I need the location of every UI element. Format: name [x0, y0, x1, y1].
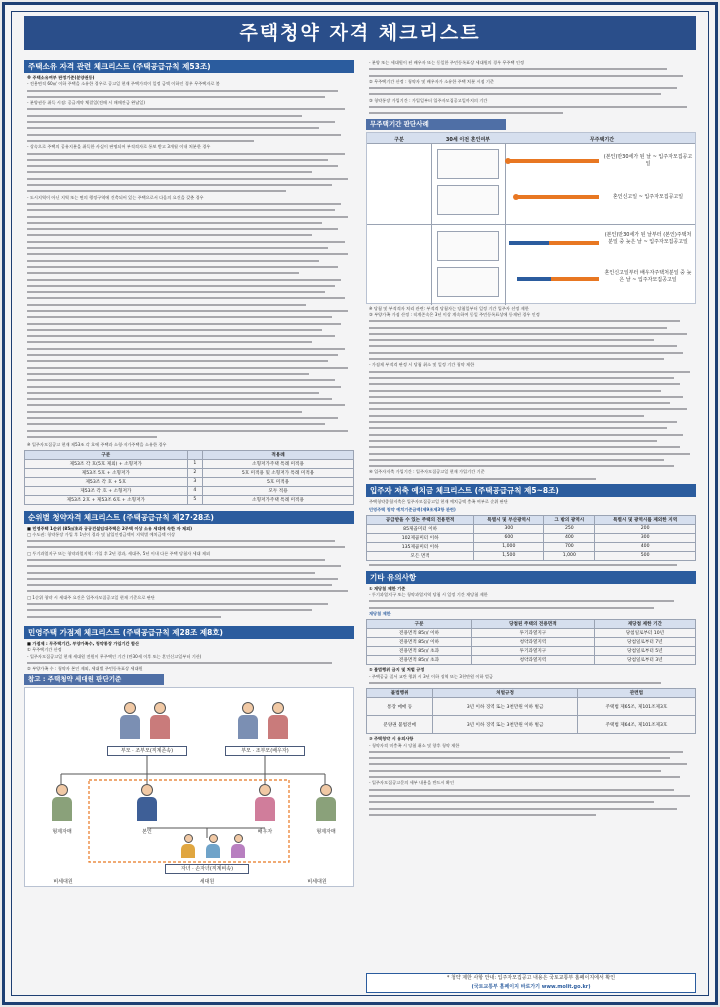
table-header: 특별시 및 광역시를 제외한 지역: [595, 515, 696, 524]
right-top-body: - 분양 또는 세대원이 된 배우자 또는 동일한 주민등록표상 세대원의 경우 무주택 인정 ② 무주택기간 산정 : 청약자 및 배우자가 소유한 주택 처분 시점 기준 ③ 청약통장 가입기간 : 가입일부터 입주자모집공고일까지의 기간: [366, 60, 696, 119]
label-spouse: 배우자: [257, 829, 273, 836]
section-points-header: 민영주택 가점제 체크리스트 (주택공급규칙 제28조 제8호): [24, 626, 354, 639]
footer-link[interactable]: (국토교통부 홈페이지 바로가기 www.molit.go.kr): [471, 984, 591, 990]
period-note: 혼인신고일 ~ 입주자모집공고일: [612, 193, 684, 200]
deposit-intro: 주택청약종합저축은 입주자모집공고일 현재 예치금액 충족 여부로 순위 판단: [369, 498, 508, 504]
table-header: 당첨된 주택의 전용면적: [472, 620, 595, 629]
footer-member: 세대원: [199, 879, 215, 886]
ownership-bullet: - 상속으로 주택의 공유지분을 취득한 사실이 판명되어 부적격자로 통보 받고 3개월 이내 처분한 경우: [27, 144, 211, 150]
ownership-case-table: [24, 450, 354, 505]
table-header: 구분: [25, 450, 188, 459]
col-header: 무주택기간: [589, 136, 615, 143]
spouse-figure: [252, 784, 278, 824]
footer-non-member: 비세대원: [53, 879, 73, 886]
table-row: 제53조 각 호(5호 제외) + 소형저가 1 소형저가주택 특례 미적용: [25, 459, 354, 468]
section-points-body: ■ 가점제 : 무주택기간, 부양가족수, 청약통장 가입기간 합산 ① 무주택기간 산정 - 입주자모집공고일 현재 세대원 전원이 무주택인 기간 (만30세 이후 또는 혼인신고일부터 기산) ② 부양가족 수 : 청약자 본인 제외, 세대별 주민등록표상 세대원: [24, 639, 354, 674]
deposit-caption: 민영주택 청약 예치기준금액(제9조제3항 관련): [369, 507, 456, 513]
section-rank-body: ■ 민영주택 1순위 (85㎡초과 공공건설임대주택은 2주택 이상 소유 세대에 속한 자 제외) □ 수도권: 청약통장 가입 후 1년이 경과 및 납입인정금액이 지역별 예치금액 이상 □ 투기과열지구 또는 청약과열지역: 가입 후 2년 경과, 세대주, 5년 이내 다른 주택 당첨자 세대 제외 □ 1순위 청약 시 세대주 요건은 입주자모집공고일 현재 기준으로 판단: [24, 524, 354, 622]
table-row: 제53조 2호 + 제53조 6호 + 소형저가 5 소형저가주택 특례 미적용: [25, 495, 354, 504]
table-row: 제53조 5호 + 소형저가 2 5호 미적용 및 소형저가 특례 미적용: [25, 468, 354, 477]
table-header: 적용례: [203, 450, 354, 459]
period-note: 혼인신고일부터 배우자주택처분일 중 늦은 날 ~ 입주자모집공고일: [604, 269, 692, 283]
table-row: 제53조 각 호 + 소형저가 4 모두 적용: [25, 486, 354, 495]
table-header: 불법행위: [367, 689, 433, 698]
period-note: (본인)만30세가 된 날부터 (본인)주택처분일 중 늦은 날 ~ 입주자모집공고일: [604, 231, 692, 245]
page-title: 주택청약 자격 체크리스트: [24, 16, 696, 50]
section-ownership-body: [24, 73, 354, 442]
other-body-2: ② 불법행위 금지 및 처벌 규정 - 주택공급 질서 교란 행위 시 3년 이하 징역 또는 3천만원 이하 벌금: [366, 665, 696, 688]
sibling-figure: [49, 784, 75, 824]
footer-line: * 청약 제한 사항 안내: 입주자모집공고 내용은 국토교통부 홈페이지에서 확인: [446, 975, 616, 981]
section-ownership-header: 주택소유 자격 관련 체크리스트 (주택공급규칙 제53조): [24, 60, 354, 73]
table-row: 통장 매매 등 3년 이하 징역 또는 3천만원 이하 벌금 주택법 제65조, 제101조제3호: [367, 698, 696, 716]
table-row: 모든 면적 1,500 1,000 500: [367, 551, 696, 560]
footer-non-member: 비세대원: [307, 879, 327, 886]
period-note: (본인)만30세가 된 날 ~ 입주자모집공고일: [603, 153, 693, 167]
table-row: 전용면적 85㎡ 이하 청약과열지역 당첨일로부터 7년: [367, 638, 696, 647]
table-header: 그 밖의 광역시: [544, 515, 595, 524]
label-sibling: 형제자매: [52, 829, 72, 836]
col-header: 30세 이전 혼인여부: [445, 136, 491, 143]
table-row: 102제곱미터 이하 600 400 300: [367, 533, 696, 542]
footer-notice: [366, 973, 696, 993]
penalty-table: [366, 688, 696, 734]
label-self: 본인: [142, 829, 152, 836]
table-header: 처벌규정: [433, 689, 577, 698]
table-header: 특별시 및 부산광역시: [474, 515, 544, 524]
label-parents: 부모 · 조부모(직계존속): [107, 746, 187, 756]
table-row: 전용면적 85㎡ 이하 투기과열지구 당첨일로부터 10년: [367, 629, 696, 638]
label-children: 자녀 · 손자녀(직계비속): [165, 864, 249, 874]
table-header: 재당첨 제한 기간: [594, 620, 695, 629]
period-bar: [517, 195, 599, 199]
table-header: 구분: [367, 620, 472, 629]
deposit-table: [366, 515, 696, 561]
period-bar: [549, 241, 599, 245]
timeline-subhead: 무주택기간 판단사례: [366, 119, 506, 130]
label-sibling-2: 형제자매: [316, 829, 336, 836]
household-diagram: [24, 687, 354, 887]
child-figure: [175, 834, 201, 862]
table-header: 공급받을 수 있는 주택의 전용면적: [367, 515, 474, 524]
spouse-sibling-figure: [313, 784, 339, 824]
table-row: 전용면적 85㎡ 초과 청약과열지역 당첨일로부터 3년: [367, 656, 696, 665]
section-other-header: 기타 유의사항: [366, 571, 696, 584]
table-row: 전용면적 85㎡ 초과 투기과열지구 당첨일로부터 5년: [367, 647, 696, 656]
no-home-period-table: [366, 132, 696, 304]
rewin-limit-table: [366, 619, 696, 665]
col-header: 구분: [394, 136, 404, 143]
section-rank-header: 순위별 청약자격 체크리스트 (주택공급규칙 제27·28조): [24, 511, 354, 524]
table-row: 제53조 각 호 + 5호 3 5호 미적용: [25, 477, 354, 486]
table-row: 85제곱미터 이하 300 250 200: [367, 524, 696, 533]
table-header: [187, 450, 202, 459]
label-spouse-parents: 부모 · 조부모(배우자): [225, 746, 305, 756]
period-bar: [509, 159, 599, 163]
self-figure: [134, 784, 160, 824]
right-mid-body: ※ 당첨 및 부적격자 처리 관련: 부적격 당첨자는 당첨일부터 일정 기간 입주자 선정 제한 ③ 부양가족 가점 산정 : 직계존속은 3년 이상 계속하여 동일 주민등록표상에 등재된 경우 인정 - 가점제 부적격 판정 시 당첨 취소 및 일정 기간 청약 제한 ④ 입주자저축 가입기간 : 입주자모집공고일 현재 가입기간 기준: [366, 304, 696, 484]
table1-caption: ※ 입주자모집공고 현재 제53조 각 호에 주택과 소형·저가주택을 소유한 경우: [27, 442, 167, 448]
other-body-3: ③ 주택청약 시 유의사항 - 청약자격 미충족 시 당첨 취소 및 향후 청약 제한 - 입주자모집공고문의 세부 내용을 반드시 확인: [366, 734, 696, 820]
period-bar: [551, 277, 599, 281]
ownership-bullet: - 도시지역이 아닌 지역 또는 면의 행정구역에 건축되어 있는 주택으로서 다음의 요건을 갖춘 경우: [27, 194, 204, 200]
ownership-bullet: - 분양권등 취득 시점: 공급계약 체결일(전매 시 매매잔금 완납일): [27, 100, 145, 106]
ownership-bullet: - 전용면적 60㎡ 이하 주택을 소유한 경우로 공고일 현재 주택가격이 일정 금액 이하인 경우 무주택자로 봄: [27, 81, 220, 87]
right-column: [366, 60, 696, 820]
table-row: 분양권 불법전매 3년 이하 징역 또는 3천만원 이하 벌금 주택법 제64조, 제101조제3호: [367, 716, 696, 734]
other-body: ① 재당첨 제한 기준 - 투기과열지구 또는 청약과열지역 당첨 시 일정 기간 재당첨 제한 재당첨 제한: [366, 584, 696, 619]
household-criteria-subhead: 참고 : 주택청약 세대원 판단기준: [24, 674, 164, 685]
left-column: [24, 60, 354, 887]
child-figure: [200, 834, 226, 862]
ownership-subhead: ※ 주택소유여부 판정기준(분양권등): [27, 75, 95, 80]
table-header: 관련법: [577, 689, 695, 698]
table-row: 135제곱미터 이하 1,000 700 400: [367, 542, 696, 551]
child-figure: [225, 834, 251, 862]
section-deposit-header: 입주자 저축 예치금 체크리스트 (주택공급규칙 제5~8조): [366, 484, 696, 497]
